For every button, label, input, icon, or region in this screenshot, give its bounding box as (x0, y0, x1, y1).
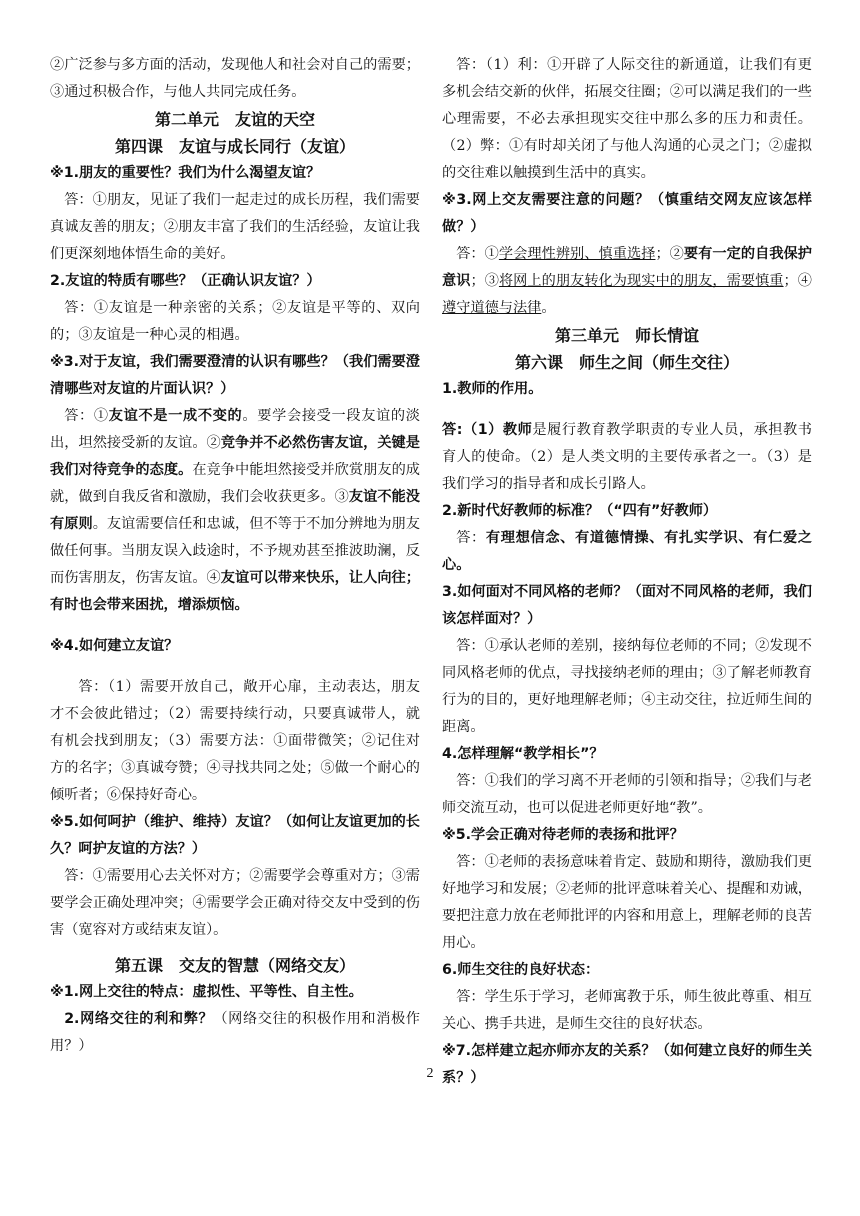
answer-5-3-part: ；③ (470, 273, 499, 289)
question-6-5: ※5.学会正确对待老师的表扬和批评？ (442, 827, 684, 843)
answer-3-part: 在竞争中能坦然接受并欣赏朋友的成就，做到自我反省和激励，我们会收获更多。③ (50, 462, 420, 505)
answer-6-2 (442, 525, 812, 579)
spacer (50, 944, 420, 952)
unit-heading-3: 第三单元 师长情谊 (554, 326, 699, 345)
answer-5-3-part: 。 (541, 300, 556, 316)
answer-3-point: 友谊不能没有原则 (50, 489, 420, 532)
question-6-6: 6.师生交往的良好状态： (442, 962, 600, 978)
answer-3 (50, 403, 420, 619)
spacer (50, 619, 420, 633)
answer-5-3-point: 学会理性辨别、慎重选择 (498, 246, 656, 262)
spacer (50, 660, 420, 674)
lesson-heading-4: 第四课 友谊与成长同行（友谊） (114, 137, 355, 156)
answer-5-3-part: ；② (655, 246, 684, 262)
answer-3-part: 。要学会接受一段友谊的淡出，坦然接受新的友谊。② (50, 408, 420, 451)
unit-heading-2: 第二单元 友谊的天空 (154, 110, 315, 129)
answer-3-point: 友谊不是一成不变的 (108, 408, 243, 424)
lesson-heading-5: 第五课 交友的智慧（网络交友） (114, 956, 355, 975)
answer-5-3 (442, 241, 812, 322)
answer-1: 答：①朋友，见证了我们一起走过的成长历程，我们需要真诚友善的朋友；②朋友丰富了我们的生活经验，友谊让我们更深刻地体悟生命的美好。 (50, 192, 420, 262)
answer-5-3-part: 答：① (456, 246, 499, 262)
question-2: 2.友谊的特质有哪些？（正确认识友谊？） (50, 273, 321, 289)
spacer (442, 403, 812, 417)
question-5: ※5.如何呵护（维护、维持）友谊？（如何让友谊更加的长久？呵护友谊的方法？） (50, 814, 420, 857)
question-6-1: 1.教师的作用。 (442, 381, 543, 397)
lesson-heading-6: 第六课 师生之间（师生交往） (514, 353, 739, 372)
question-6-2: 2.新时代好教师的标准？（“四有”好教师） (442, 503, 718, 519)
answer-6-3: 答：①承认老师的差别，接纳每位老师的不同；②发现不同风格老师的优点，寻找接纳老师的理由；③了解老师教育行为的目的，更好地理解老师；④主动交往，拉近师生间的距离。 (442, 638, 812, 735)
answer-6-5: 答：①老师的表扬意味着肯定、鼓励和期待，激励我们更好地学习和发展；②老师的批评意味着关心、提醒和劝诫，要把注意力放在老师批评的内容和用意上，理解老师的良苦用心。 (442, 854, 812, 951)
question-6-7: ※7.怎样建立起亦师亦友的关系？（如何建立良好的师生关系？） (442, 1043, 812, 1086)
answer-3-point: 竞争并不必然伤害友谊，关键是我们对待竞争的态度。 (50, 435, 420, 478)
answer-5-3-part: ；④ (783, 273, 812, 289)
question-1: ※1.朋友的重要性？我们为什么渴望友谊？ (50, 165, 321, 181)
answer-6-4: 答：①我们的学习离不开老师的引领和指导；②我们与老师交流互动，也可以促进老师更好地“教”。 (442, 773, 812, 816)
answer-3-part: 。友谊需要信任和忠诚，但不等于不加分辨地为朋友做任何事。当朋友误入歧途时，不予规劝甚至推波助澜，反而伤害朋友，伤害友谊。④ (50, 516, 420, 586)
question-5-3: ※3.网上交友需要注意的问题？（慎重结交网友应该怎样做？） (442, 192, 812, 235)
answer-5-2: 答：（1）利：①开辟了人际交往的新通道，让我们有更多机会结交新的伙伴，拓展交往圈；②可以满足我们的一些心理需要，不必去承担现实交往中那么多的压力和责任。（2）弊：①有时却关闭了与他人沟通的心灵之门；②虚拟的交往难以触摸到生活中的真实。 (442, 57, 812, 181)
answer-6-1-body: 是履行教育教学职责的专业人员，承担教书育人的使命。（2）是人类文明的主要传承者之一。（3）是我们学习的指导者和成长引路人。 (442, 422, 812, 492)
question-4: ※4.如何建立友谊？ (50, 638, 179, 654)
answer-2: 答：①友谊是一种亲密的关系；②友谊是平等的、双向的；③友谊是一种心灵的相遇。 (50, 300, 420, 343)
answer-5: 答：①需要用心去关怀对方；②需要学会尊重对方；③需要学会正确处理冲突；④需要学会正确对待交友中受到的伤害（宽容对方或结束友谊）。 (50, 868, 420, 938)
answer-6-1-lead: 答:（1）教师 (442, 422, 533, 438)
answer-5-3-point: 要有一定的自我保护意识 (442, 246, 812, 289)
answer-3-point: 友谊可以带来快乐，让人向往；有时也会带来困扰，增添烦恼。 (50, 570, 420, 613)
answer-5-3-point: 将网上的朋友转化为现实中的朋友，需要慎重 (498, 273, 784, 289)
answer-3-part: 答：① (64, 408, 109, 424)
question-6-3: 3.如何面对不同风格的老师？（面对不同风格的老师，我们该怎样面对？） (442, 584, 812, 627)
question-5-2-title: 2.网络交往的利和弊？ (64, 1011, 214, 1027)
answer-6-6: 答：学生乐于学习，老师寓教于乐，师生彼此尊重、相互关心、携手共进，是师生交往的良好状态。 (442, 989, 812, 1032)
right-column (442, 52, 812, 1092)
intro-paragraph: ②广泛参与多方面的活动，发现他人和社会对自己的需要；③通过积极合作，与他人共同完成任务。 (50, 57, 420, 100)
left-column (50, 52, 420, 1060)
answer-6-1 (442, 417, 812, 498)
answer-6-2-body: 有理想信念、有道德情操、有扎实学识、有仁爱之心。 (442, 530, 812, 573)
question-5-2 (50, 1006, 420, 1060)
answer-6-2-lead: 答： (456, 530, 486, 546)
answer-5-3-point: 遵守道德与法律 (442, 300, 542, 316)
question-6-4: 4.怎样理解“教学相长”？ (442, 746, 604, 762)
page-number: 2 (426, 1066, 434, 1081)
question-5-2-note: （网络交往的积极作用和消极作用？） (50, 1011, 420, 1054)
answer-4: 答：（1）需要开放自己，敞开心扉，主动表达，朋友才不会彼此错过；（2）需要持续行动，只要真诚带人，就有机会找到朋友；（3）需要方法：①面带微笑；②记住对方的名字；③真诚夸赞；④寻找共同之处；⑤做一个耐心的倾听者；⑥保持好奇心。 (50, 679, 420, 803)
question-3: ※3.对于友谊，我们需要澄清的认识有哪些？（我们需要澄清哪些对友谊的片面认识？） (50, 354, 420, 397)
question-5-1: ※1.网上交往的特点：虚拟性、平等性、自主性。 (50, 984, 363, 1000)
